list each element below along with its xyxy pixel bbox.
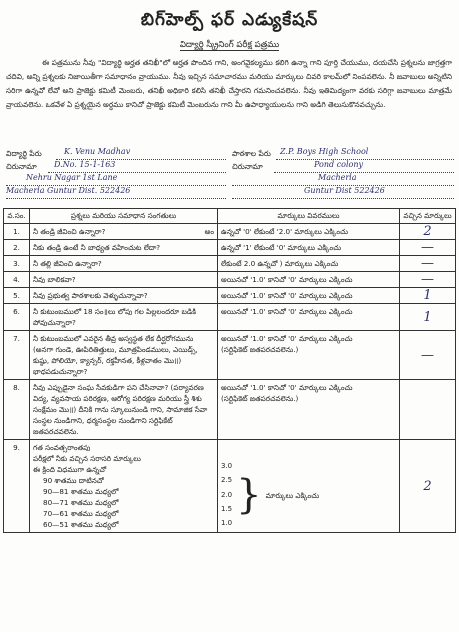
school-name-field[interactable]: Z.P. Boys High School	[280, 147, 369, 156]
row-answer: అం	[204, 227, 214, 236]
row-score[interactable]: 1	[400, 288, 456, 304]
row-question: నీవు ప్రభుత్వ పాఠశాలకు వెళ్ళుచున్నావా?	[30, 288, 218, 304]
student-name-field[interactable]: K. Venu Madhav	[64, 147, 131, 156]
marks-scale: 3.0 2.5 2.0 1.5 1.0 } మార్కులు ఎక్కించు	[221, 462, 320, 527]
col-header-marks-obtained: వచ్చిన మార్కులు	[400, 209, 456, 224]
school-name-label: పాఠశాల పేరు	[232, 149, 271, 158]
row-score[interactable]	[400, 380, 456, 440]
address-line1-field[interactable]: D.No. 15-1-163	[54, 160, 116, 169]
row-number: 9.	[4, 440, 30, 533]
address-line3-field[interactable]: Macherla Guntur Dist. 522426	[6, 186, 131, 195]
scale-value: 3.0	[221, 462, 233, 470]
col-header-sno: వ.సం.	[4, 209, 30, 224]
row-number: 1.	[4, 224, 30, 240]
table-row	[4, 331, 456, 380]
table-row	[4, 380, 456, 440]
screening-questions-table	[3, 208, 456, 533]
brace-glyph: }	[236, 472, 262, 518]
row-number: 7.	[4, 331, 30, 380]
form-subtitle	[0, 40, 459, 52]
table-header-row	[4, 209, 456, 224]
field-row-name	[6, 148, 456, 160]
school-address-line3-field[interactable]: Guntur Dist 522426	[304, 186, 385, 195]
row-number: 6.	[4, 304, 30, 331]
row-question: నీకు తండ్రి ఉంటే నీ బాధ్యత వహించుట లేదా?	[30, 240, 218, 256]
row-number: 5.	[4, 288, 30, 304]
row-number: 2.	[4, 240, 30, 256]
scale-value: 1.5	[221, 504, 233, 513]
row-marks-details: అయినచో '1.0' కానిచో '0' మార్కులు ఎక్కించు (సర్టిఫికెట్ జతపరచవలెను.)	[218, 331, 400, 380]
row-marks-details: అయినచో '1.0' కానిచో '0' మార్కులు ఎక్కించు	[218, 304, 400, 331]
table-row	[4, 440, 456, 533]
table-row	[4, 256, 456, 272]
row-score[interactable]: —	[400, 256, 456, 272]
row-question: నీ తల్లి జీవించి ఉన్నారా?	[30, 256, 218, 272]
instructions-text: ఈ పత్రమును నీవు "విద్యార్థి అర్హత తనిఖీ"లో అర్హత పొందిన గాని, అంగవైకల్యము కలిగి ఉన్నా గాని పూర్తి చేయుము, దయచేసి ప్రశ్నలను జాగ్రత్తగా చదివి, అన్ని ప్రశ్నలకు నిజాయితీగా సమాధానం వ్రాయుము. నీవు ఇచ్చిన సమాచారము మరియు మార్కులు చివరి కాలమ్‌లో నింపవలెను. నీ జవాబులు అన్నిటిని సరిగా ఉన్నవో లేవో అని ప్రాజెక్టు కమిటీ మెంబరు, తనిఖీ అధికారి కలిసి తనిఖీ చేస్తారని గమనించవలెను. నీవు ఇతిమిద్యంగా వరకు సరిగ్గా జవాబులు మాత్రమే వ్రాయవలెను. ఒకవేళ ఏ ప్రశ్నయైన అర్థము కానిచో ప్రాజెక్టు కమిటీ మెంబరును గాని మీ ఉపాధ్యాయులను గాని అడిగి తెలుసుకొనవచ్చును.	[6, 58, 452, 109]
row-marks-details: ఉన్నచో '0' లేకుంటే '2.0' మార్కులు ఎక్కించు	[218, 224, 400, 240]
col-header-question: ప్రశ్నలు మరియు సమాధాన సంగతులు	[30, 209, 218, 224]
row-score[interactable]: 2	[400, 440, 456, 533]
scale-value: 2.0	[221, 490, 233, 499]
row-score[interactable]: —	[400, 272, 456, 288]
row-marks-note: (సర్టిఫికెట్ జతపరచవలెను.)	[221, 345, 299, 354]
student-name-label: విద్యార్థి పేరు	[6, 149, 42, 158]
form-subtitle-text: విద్యార్థి స్క్రీనింగ్ పరీక్ష పత్రము	[179, 40, 280, 50]
scale-value: 1.0	[221, 519, 233, 527]
instructions-paragraph	[6, 56, 452, 112]
row-question: గత సంవత్సరాంతపు పరీక్షలో నీకు వచ్చిన సరాసరి మార్కులు ఈ క్రింది విధముగా ఉన్నచో 90 శాతము దాటినచో 90—81 శాతము మధ్యలో 80—71 శాతము మధ్యలో 70—61 శాతము మధ్యలో 60—51 శాతము మధ్యలో	[30, 440, 218, 533]
row-marks-details: అయినచో '1.0' కానిచో '0' మార్కులు ఎక్కించు	[218, 272, 400, 288]
school-address-label: చిరునామా	[232, 162, 263, 171]
school-address-line1-field[interactable]: Pond colony	[314, 160, 364, 169]
address-line2-field[interactable]: Nehru Nagar 1st Lane	[26, 173, 118, 182]
row-number: 8.	[4, 380, 30, 440]
address-label: చిరునామా	[6, 162, 37, 171]
row-number: 3.	[4, 256, 30, 272]
row-question: నీ కుటుంబములో ఎవరైన తీవ్ర అస్వస్థత లేక దీర్ఘరోగమును (అనగా గుండె, ఊపిరితిత్తులు, మూత్రపిండములు, ఎయిడ్స్, కుష్ఠు, పోలియో, క్యాన్సర్, రక్తహీనత, కీళ్లవాతం మొ॥) భాధపడుచున్నారా?	[30, 331, 218, 380]
field-row-address-3	[6, 187, 456, 199]
row-marks-details: అయినచో '1.0' కానిచో '0' మార్కులు ఎక్కించు (సర్టిఫికెట్ జతపరచవలెను.)	[218, 380, 400, 440]
row-marks-details: లేకుంటే 2.0 ఉన్నచో ) మార్కులు ఎక్కించు	[218, 256, 400, 272]
row-question: నీ తండ్రి జీవించి ఉన్నారా? అం	[30, 224, 218, 240]
row-number: 4.	[4, 272, 30, 288]
scale-value: 2.5	[221, 476, 233, 485]
row-score[interactable]: 1	[400, 304, 456, 331]
col-header-marks-details: మార్కులు వివరములు	[218, 209, 400, 224]
field-row-address-1	[6, 161, 456, 173]
table-row	[4, 272, 456, 288]
row-score[interactable]: —	[400, 331, 456, 380]
row-question: నీ కుటుంబములో 18 సం॥లు లోపు గల పిల్లలందరూ బడికి పోవుచున్నారా?	[30, 304, 218, 331]
row-marks-details: ఉన్నచో '1' లేకుంటే '0' మార్కులు ఎక్కించు	[218, 240, 400, 256]
form-title: బిగ్‌హెల్ప్ ఫర్ ఎడ్యుకేషన్	[140, 10, 319, 30]
row-question: నీవు బాలికవా?	[30, 272, 218, 288]
row-marks-details: అయినచో '1.0' కానిచో '0' మార్కులు ఎక్కించు	[218, 288, 400, 304]
field-row-address-2	[6, 174, 456, 186]
table-row	[4, 240, 456, 256]
row-score[interactable]: 2	[400, 224, 456, 240]
table-row	[4, 224, 456, 240]
table-row	[4, 288, 456, 304]
row-marks-details	[218, 440, 400, 533]
row-question: నీవు ఎప్పుడైనా సంఘ సేవకుడిగా పని చేసినావా? (పర్యావరణ విద్య, వ్యవసాయ పరిరక్షణ, ఆరోగ్య పరిరక్షణ మరియు స్త్రీ శిశు సంక్షేమం మొ॥) దీనికి గాను స్కూలునుండి గాని, సామాజిక సేవా సంస్థల నుండిగాని, ధర్మసంస్థల నుండిగాని సర్టిఫికేట్ జతపరచవలెను.	[30, 380, 218, 440]
school-address-line2-field[interactable]: Macherla	[318, 173, 357, 182]
table-row	[4, 304, 456, 331]
row-marks-note: (సర్టిఫికెట్ జతపరచవలెను.)	[221, 394, 299, 403]
row-score[interactable]: —	[400, 240, 456, 256]
